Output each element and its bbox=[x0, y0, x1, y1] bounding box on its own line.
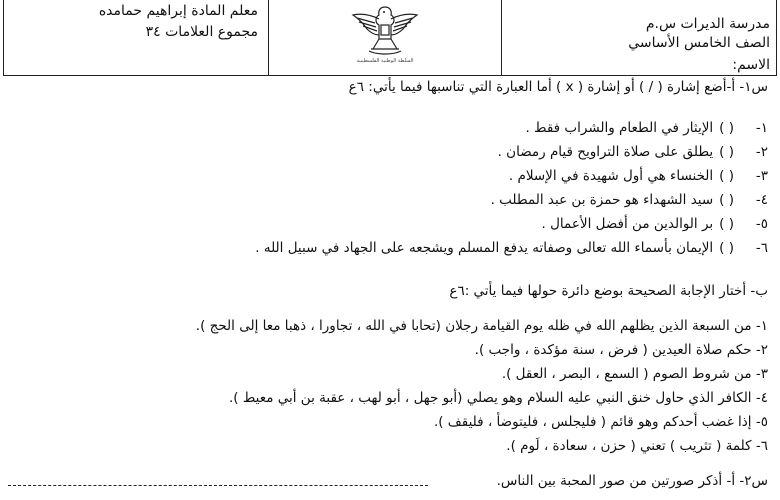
item-text: يطلق على صلاة التراويح قيام رمضان . bbox=[497, 144, 714, 160]
list-item: ٤- الكافر الذي حاول خنق النبي عليه السلام وهو يصلي (أبو جهل ، أبو لهب ، عقبة بن أبي معيط ). bbox=[228, 390, 768, 406]
student-info-cell bbox=[502, 0, 778, 75]
answer-blank[interactable]: ( ) bbox=[719, 120, 734, 136]
grade-label: الصف الخامس الأساسي bbox=[628, 35, 770, 51]
eagle-emblem-icon bbox=[349, 0, 421, 57]
item-number: ٥- bbox=[755, 216, 768, 232]
list-item: ٥- إذا غضب أحدكم وهو قائم ( فليجلس ، فليتوضأ ، فليقف ). bbox=[433, 414, 768, 430]
question-1a-prompt: س١- أ-أضع إشارة ( / ) أو إشارة ( x ) أما العبارة التي تناسبها فيما يأتي: ٦ع bbox=[348, 79, 768, 95]
answer-blank[interactable]: ( ) bbox=[719, 192, 734, 208]
answer-blank[interactable]: ( ) bbox=[719, 168, 734, 184]
teacher-name: معلم المادة إبراهيم حمامده bbox=[98, 3, 258, 19]
list-item: ٣- من شروط الصوم ( السمع ، البصر ، العقل ). bbox=[501, 366, 768, 382]
item-number: ٣- bbox=[755, 168, 768, 184]
item-text: الخنساء هي أول شهيدة في الإسلام . bbox=[508, 168, 714, 184]
item-number: ٤- bbox=[755, 192, 768, 208]
answer-line[interactable] bbox=[8, 485, 428, 486]
teacher-info-cell bbox=[4, 0, 269, 75]
answer-blank[interactable]: ( ) bbox=[719, 240, 734, 256]
question-1b-prompt: ب- أختار الإجابة الصحيحة بوضع دائرة حولها فيما يأتي :٦ع bbox=[449, 283, 768, 299]
list-item bbox=[255, 240, 768, 256]
item-number: ١- bbox=[755, 120, 768, 136]
item-number: ٦- bbox=[755, 240, 768, 256]
emblem-cell bbox=[269, 0, 502, 75]
list-item bbox=[491, 192, 768, 208]
item-text: الإيثار في الطعام والشراب فقط . bbox=[525, 120, 714, 136]
list-item bbox=[525, 120, 768, 136]
item-text: الإيمان بأسماء الله تعالى وصفاته يدفع المسلم ويشجعه على الجهاد في سبيل الله . bbox=[255, 240, 714, 256]
answer-blank[interactable]: ( ) bbox=[719, 216, 734, 232]
marks-total: مجموع العلامات ٣٤ bbox=[145, 24, 258, 40]
list-item bbox=[498, 144, 768, 160]
list-item: ١- من السبعة الذين يظلهم الله في ظله يوم القيامة رجلان (تحابا في الله ، تجاورا ، ذهبا معا إلى الحج ). bbox=[195, 318, 768, 334]
emblem-caption: السلطة الوطنية الفلسطينية bbox=[356, 58, 414, 64]
student-name-label: الاسم: bbox=[732, 57, 770, 73]
list-item bbox=[509, 168, 768, 184]
item-text: سيد الشهداء هو حمزة بن عبد المطلب . bbox=[490, 192, 714, 208]
school-name: مدرسة الديرات س.م bbox=[645, 16, 770, 32]
item-text: بر الوالدين من أفضل الأعمال . bbox=[541, 216, 714, 232]
exam-header bbox=[3, 0, 777, 76]
list-item bbox=[542, 216, 768, 232]
question-2-prompt: س٢- أ- أذكر صورتين من صور المحبة بين الناس. bbox=[496, 473, 768, 489]
item-number: ٢- bbox=[755, 144, 768, 160]
answer-blank[interactable]: ( ) bbox=[719, 144, 734, 160]
list-item: ٦- كلمة ( تثريب ) تعني ( حزن ، سعادة ، لَوم ). bbox=[506, 438, 768, 454]
list-item: ٢- حكم صلاة العيدين ( فرض ، سنة مؤكدة ، واجب ). bbox=[474, 342, 768, 358]
